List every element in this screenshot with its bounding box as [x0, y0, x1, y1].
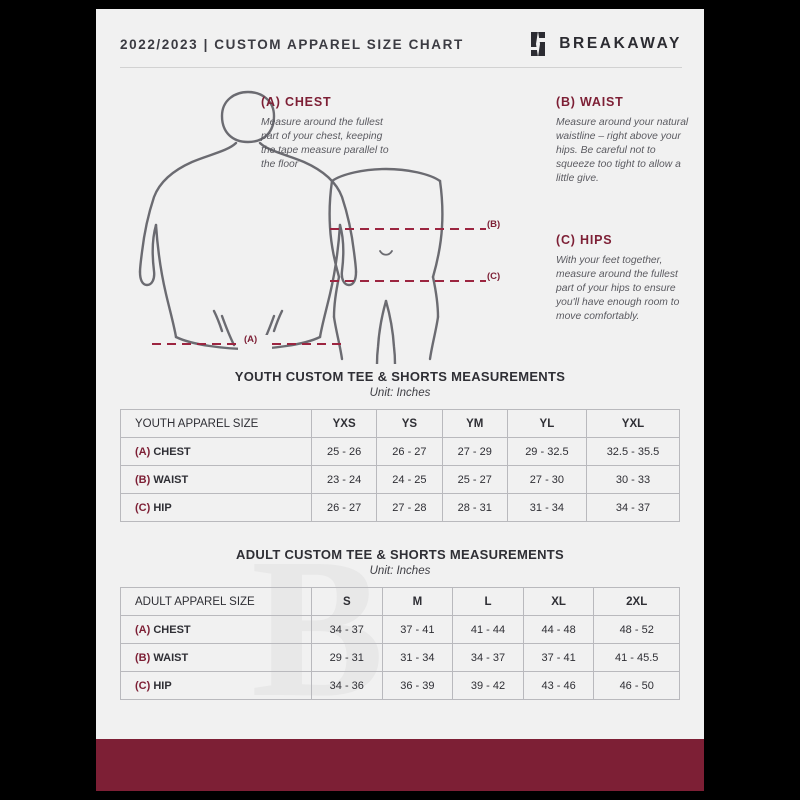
adult-hip-s: 34 - 36 [312, 672, 383, 700]
adult-table-block [96, 547, 704, 700]
youth-row-tag-hip: (C) [135, 501, 151, 514]
youth-waist-ys: 24 - 25 [377, 466, 442, 494]
page-title: 2022/2023 | CUSTOM APPAREL SIZE CHART [120, 37, 464, 52]
youth-row-label-hip [121, 494, 312, 522]
breakaway-logo-icon [527, 31, 549, 57]
youth-row-name-chest: CHEST [153, 445, 191, 458]
size-chart-sheet [96, 9, 704, 791]
youth-row-tag-chest: (A) [135, 445, 151, 458]
youth-chest-yxl: 32.5 - 35.5 [586, 438, 679, 466]
table-header-row [121, 410, 680, 438]
youth-hip-yxl: 34 - 37 [586, 494, 679, 522]
adult-row-tag-chest: (A) [135, 623, 151, 636]
adult-header-first: ADULT APPAREL SIZE [121, 588, 312, 616]
adult-size-table [120, 587, 680, 700]
note-title-hips: (C) HIPS [556, 233, 613, 247]
adult-row-name-waist: WAIST [153, 651, 189, 664]
youth-waist-yl: 27 - 30 [507, 466, 586, 494]
adult-chest-xl: 44 - 48 [523, 616, 594, 644]
adult-row-tag-waist: (B) [135, 651, 151, 664]
youth-row-tag-waist: (B) [135, 473, 151, 486]
youth-table-unit: Unit: Inches [369, 387, 431, 399]
note-title-chest: (A) CHEST [261, 95, 332, 109]
adult-hip-m: 36 - 39 [382, 672, 453, 700]
youth-hip-yl: 31 - 34 [507, 494, 586, 522]
youth-row-label-chest [121, 438, 312, 466]
youth-hip-ym: 28 - 31 [442, 494, 507, 522]
adult-hip-l: 39 - 42 [453, 672, 524, 700]
body-diagrams [96, 69, 704, 364]
adult-waist-s: 29 - 31 [312, 644, 383, 672]
youth-waist-yxl: 30 - 33 [586, 466, 679, 494]
adult-waist-2xl: 41 - 45.5 [594, 644, 680, 672]
youth-col-1: YS [377, 410, 442, 438]
table-header-row [121, 588, 680, 616]
adult-waist-m: 31 - 34 [382, 644, 453, 672]
adult-col-4: 2XL [594, 588, 680, 616]
note-text-hips: With your feet together, measure around the fullest part of your hips to ensure you'll have enough room to move comfortably. [556, 255, 680, 322]
adult-waist-l: 34 - 37 [453, 644, 524, 672]
adult-row-label-waist [121, 644, 312, 672]
youth-row-label-waist [121, 466, 312, 494]
footer-accent-bar [96, 739, 704, 791]
adult-chest-m: 37 - 41 [382, 616, 453, 644]
brand-lockup [527, 31, 682, 57]
adult-col-3: XL [523, 588, 594, 616]
table-row [121, 672, 680, 700]
adult-waist-xl: 37 - 41 [523, 644, 594, 672]
youth-col-4: YXL [586, 410, 679, 438]
table-row [121, 466, 680, 494]
note-title-waist: (B) WAIST [556, 95, 624, 109]
table-row [121, 644, 680, 672]
youth-size-table [120, 409, 680, 522]
adult-chest-l: 41 - 44 [453, 616, 524, 644]
adult-table-title: ADULT CUSTOM TEE & SHORTS MEASUREMENTS [236, 547, 564, 562]
youth-hip-ys: 27 - 28 [377, 494, 442, 522]
youth-chest-yxs: 25 - 26 [312, 438, 377, 466]
adult-hip-xl: 43 - 46 [523, 672, 594, 700]
adult-col-1: M [382, 588, 453, 616]
youth-row-name-waist: WAIST [153, 473, 189, 486]
table-row [121, 494, 680, 522]
youth-chest-ys: 26 - 27 [377, 438, 442, 466]
youth-col-0: YXS [312, 410, 377, 438]
adult-hip-2xl: 46 - 50 [594, 672, 680, 700]
adult-col-2: L [453, 588, 524, 616]
youth-row-name-hip: HIP [153, 501, 172, 514]
adult-row-name-chest: CHEST [153, 623, 191, 636]
youth-chest-ym: 27 - 29 [442, 438, 507, 466]
youth-col-2: YM [442, 410, 507, 438]
youth-waist-ym: 25 - 27 [442, 466, 507, 494]
adult-table-unit: Unit: Inches [369, 565, 431, 577]
youth-table-block [96, 369, 704, 522]
brand-name: BREAKAWAY [559, 35, 682, 52]
chest-marker-label: (A) [244, 334, 258, 345]
youth-table-title: YOUTH CUSTOM TEE & SHORTS MEASUREMENTS [234, 369, 566, 384]
youth-header-first: YOUTH APPAREL SIZE [121, 410, 312, 438]
waist-marker-label: (B) [487, 219, 501, 230]
table-row [121, 438, 680, 466]
header-divider [120, 67, 682, 68]
youth-col-3: YL [507, 410, 586, 438]
note-text-waist: Measure around your natural waistline – right above your hips. Be careful not to squeeze too tight to allow a little give. [556, 117, 689, 184]
youth-hip-yxs: 26 - 27 [312, 494, 377, 522]
adult-row-name-hip: HIP [153, 679, 172, 692]
youth-chest-yl: 29 - 32.5 [507, 438, 586, 466]
adult-col-0: S [312, 588, 383, 616]
adult-row-label-chest [121, 616, 312, 644]
table-row [121, 616, 680, 644]
note-text-chest: Measure around the fullest part of your chest, keeping the tape measure parallel to the floor [261, 117, 389, 170]
hips-marker-label: (C) [487, 271, 501, 282]
adult-row-tag-hip: (C) [135, 679, 151, 692]
adult-chest-s: 34 - 37 [312, 616, 383, 644]
youth-waist-yxs: 23 - 24 [312, 466, 377, 494]
adult-row-label-hip [121, 672, 312, 700]
document-header [96, 9, 704, 69]
adult-chest-2xl: 48 - 52 [594, 616, 680, 644]
